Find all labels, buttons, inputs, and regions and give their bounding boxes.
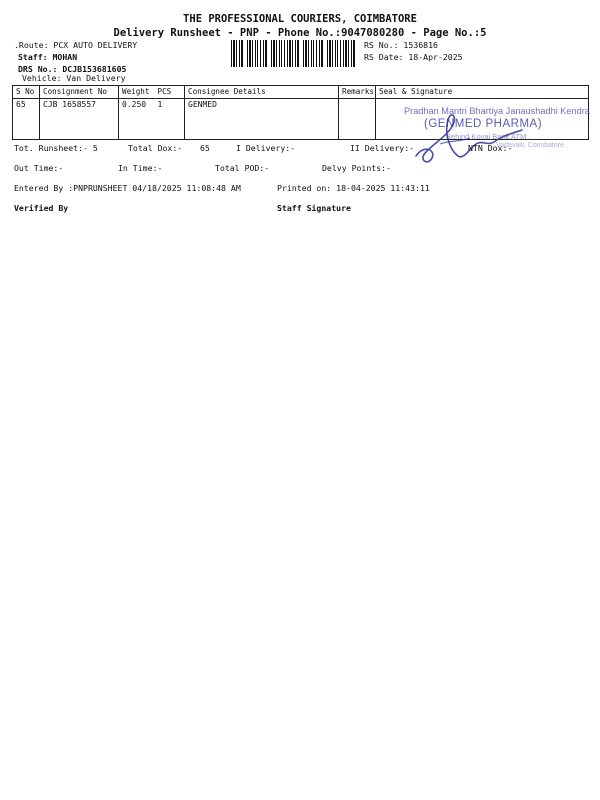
in-time: In Time:- [118,163,163,173]
rs-date-field: RS Date: 18-Apr-2025 [364,52,463,62]
total-dox-value: 65 [200,143,210,153]
cell-sno: 65 [13,99,40,140]
staff-signature: Staff Signature [277,203,351,213]
cell-pcs: 1 [155,99,185,140]
route-field: .Route: PCX AUTO DELIVERY [14,40,138,50]
i-delivery: I Delivery:- [236,143,296,153]
stamp-line-4: Vadavalli, Coimbatore [496,142,564,149]
document-title: THE PROFESSIONAL COURIERS, COIMBATORE [183,13,417,25]
column-header-pcs: PCS [155,86,185,99]
stamp-line-3: Behind Kovai Bank ATM [446,132,527,141]
handwritten-signature-icon [410,104,530,168]
drs-number-field: DRS No.: DCJB153681605 [18,64,127,74]
cell-remarks [339,99,376,140]
verified-by: Verified By [14,203,69,213]
entered-by: Entered By :PNPRUNSHEET 04/18/2025 11:08:48 AM [14,183,241,193]
barcode-image [231,40,358,67]
document-subtitle: Delivery Runsheet - PNP - Phone No.:9047080280 - Page No.:5 [113,27,487,39]
ii-delivery: II Delivery:- [350,143,415,153]
stamp-line-1: Pradhan Mantri Bhartiya Janaushadhi Kendra [404,106,590,116]
column-header-weight: Weight [119,86,155,99]
delvy-points: Delvy Points:- [322,163,392,173]
rs-number-field: RS No.: 1536816 [364,40,438,50]
staff-field: Staff: MOHAN [18,52,78,62]
cell-consignment: CJB 1658557 [40,99,119,140]
cell-weight: 0.250 [119,99,155,140]
total-dox-label: Total Dox:- [128,143,183,153]
stamp-line-2: (GENMED PHARMA) [424,118,543,130]
total-pod: Total POD:- [215,163,270,173]
tot-runsheet: Tot. Runsheet:- 5 [14,143,98,153]
column-header-consignment: Consignment No [40,86,119,99]
printed-on: Printed on: 18-04-2025 11:43:11 [277,183,430,193]
cell-consignee: GENMED [185,99,339,140]
ntn-dox: NTN Dox:- [468,143,513,153]
column-header-seal: Seal & Signature [376,86,589,99]
out-time: Out Time:- [14,163,64,173]
column-header-consignee: Consignee Details [185,86,339,99]
column-header-remarks: Remarks [339,86,376,99]
column-header-sno: S No [13,86,40,99]
vehicle-field: Vehicle: Van Delivery [22,73,126,83]
table-header-row [13,86,589,99]
